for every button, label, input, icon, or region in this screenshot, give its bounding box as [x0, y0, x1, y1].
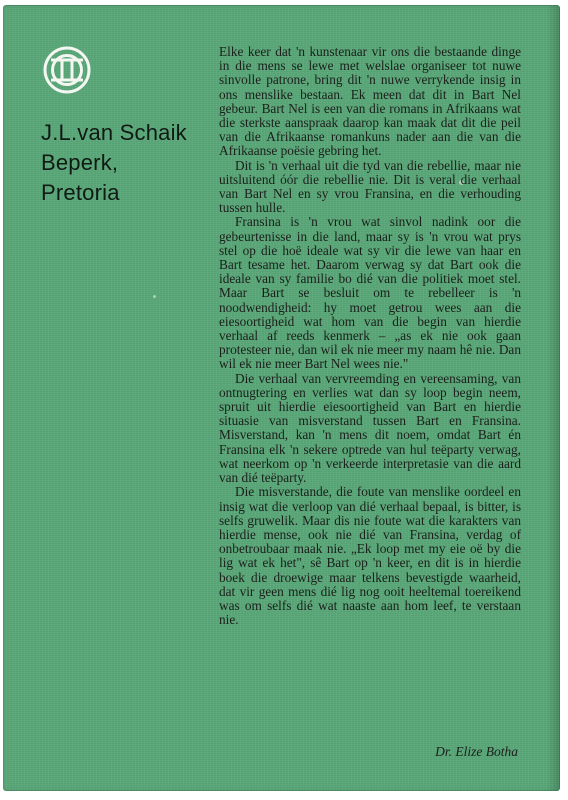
blurb-paragraph: Die verhaal van vervreemding en vereensaming, van ontnugtering en verlies wat dan sy loop begin neem, spruit uit hierdie eiesoortigheid van Bart en hierdie situasie van misverstand tussen Bart en Fransina. Misverstand, kan 'n mens dit noem, omdat Bart én Fransina elk 'n sekere optrede van hul teëparty verwag, wat neerkom op 'n verkeerde interpretasie van die aard van dié teëparty. — [219, 370, 521, 486]
publisher-city: Pretoria — [41, 180, 120, 205]
blurb-text — [219, 45, 521, 627]
cover-edge-shadow — [546, 5, 560, 791]
publisher-imprint — [41, 118, 187, 208]
blurb-signature: Dr. Elize Botha — [435, 744, 518, 759]
publisher-name: J.L.van Schaik — [41, 120, 187, 145]
blurb-paragraph: Die misverstande, die foute van menslike oordeel en insig wat die verloop van dié verhaal bepaal, is bitter, is selfs gruwelik. Maar dis nie foute wat die karakters van hierdie mense, ook nie dié van Fransina, verdag of onbetroubaar maak nie. „Ek loop met my eie oë by die lig wat ek het", sê Bart op 'n keer, en dit is in hierdie boek die droewige maar telkens bevestigde waarheid, dat vir geen mens dié lig nog ooit heeltemal toereikend was om selfs dié wat naaste aan hom leef, te verstaan nie. — [219, 484, 521, 628]
book-back-cover — [3, 5, 560, 791]
publisher-suffix: Beperk, — [41, 150, 119, 175]
blurb-paragraph: Dit is 'n verhaal uit die tyd van die rebellie, maar nie uitsluitend óór die rebellie nie. Dit is veral die verhaal van Bart Nel en sy vrou Fransina, en die verhouding tussen hulle. — [219, 157, 521, 216]
publisher-emblem-icon — [43, 46, 91, 94]
blurb-paragraph: Elke keer dat 'n kunstenaar vir ons die bestaande dinge in die mens se lewe met welslae organiseer tot nuwe sinvolle patrone, bring dit 'n nuwe verrykende insig in ons menslike bestaan. Ek meen dat dit in Bart Nel gebeur. Bart Nel is een van die romans in Afrikaans wat die sterkste aanspraak daarop kan maak dat dit die peil van die Afrikaanse romankuns nader aan die van die Afrikaanse poësie gebring het. — [219, 44, 521, 159]
blurb-paragraph: Fransina is 'n vrou wat sinvol nadink oor die gebeurtenisse in die land, maar sy is 'n vrou wat prys stel op die hoë ideale wat sy vir die lewe van haar en Bart tesame het. Daarom verwag sy dat Bart ook die ideale van sy familie bo dié van die politiek moet stel. Maar Bart se besluit om te rebelleer is 'n noodwendigheid: hy moet getrou wees aan die eiesoortigheid wat hom van die begin van hierdie verhaal af reeds kenmerk – „as ek nie ook gaan protesteer nie, dan wil ek nie meer my naam hê nie. Dan wil ek nie meer Bart Nel wees nie." — [219, 214, 521, 372]
cover-wear-mark — [153, 295, 156, 298]
